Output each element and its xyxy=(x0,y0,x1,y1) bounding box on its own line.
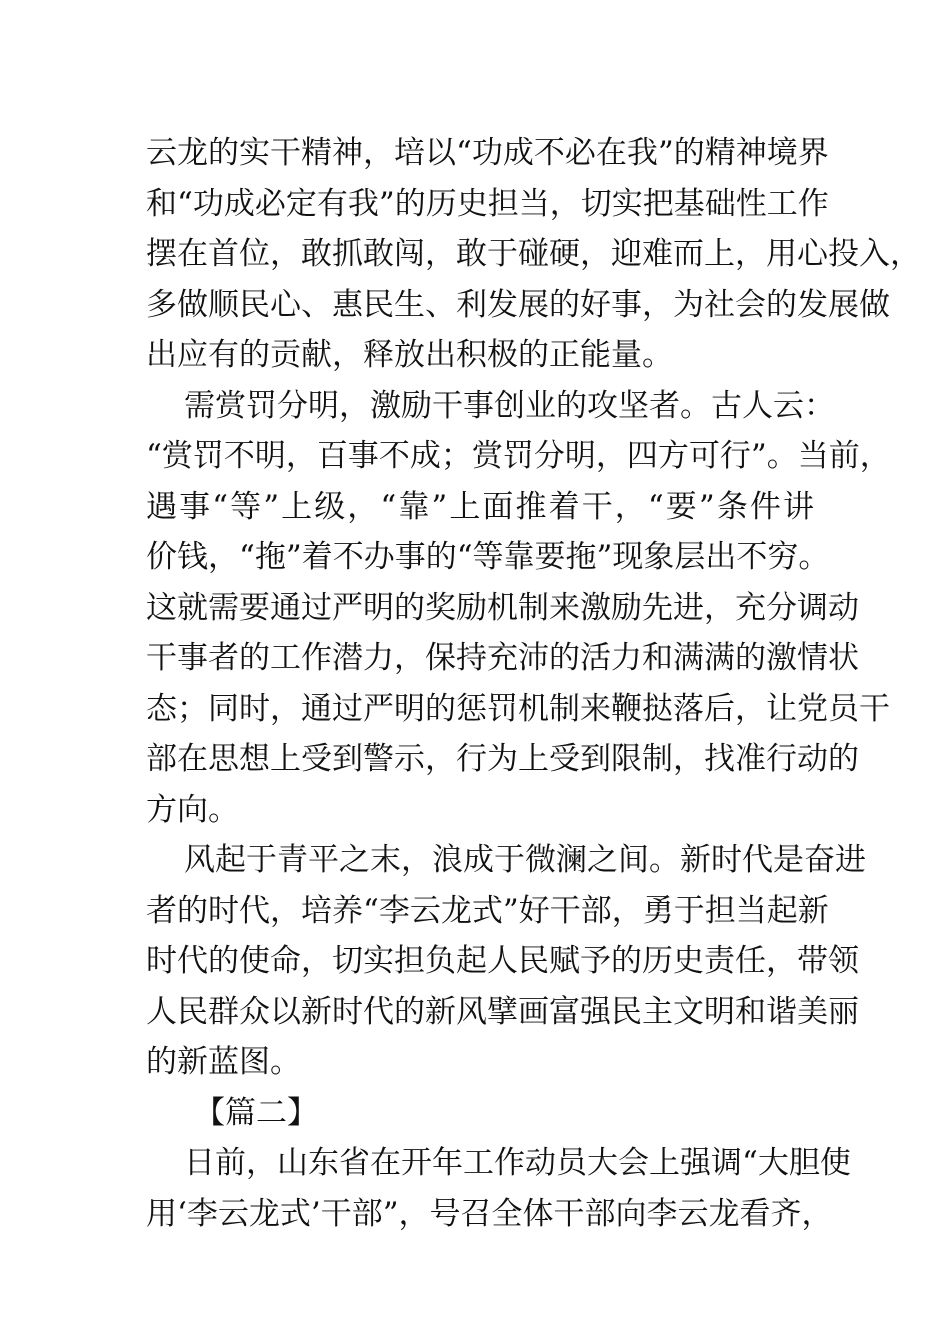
text-line: 用‘李云龙式’干部”，号召全体干部向李云龙看齐， xyxy=(146,1195,833,1232)
text-line: 遇事“等”上级，“靠”上面推着干，“要”条件讲 xyxy=(146,488,814,525)
document-body xyxy=(146,128,921,1239)
text-line: 干事者的工作潜力，保持充沛的活力和满满的激情状 xyxy=(146,640,859,676)
paragraph-1 xyxy=(146,128,921,381)
text-line: 人民群众以新时代的新风擘画富强民主文明和谐美丽 xyxy=(146,993,859,1030)
text-line: 部在思想上受到警示，行为上受到限制，找准行动的 xyxy=(146,741,859,777)
section-heading-text: 【篇二】 xyxy=(194,1094,318,1131)
text-line: 价钱，“拖”着不办事的“等靠要拖”现象层出不穷。 xyxy=(146,539,830,575)
text-line: “赏罚不明，百事不成；赏罚分明，四方可行”。当前， xyxy=(146,438,891,474)
text-line: 的新蓝图。 xyxy=(146,1044,301,1080)
text-line: 需赏罚分明，激励干事创业的攻坚者。古人云： xyxy=(184,387,835,424)
paragraph-4 xyxy=(146,1138,851,1239)
section-heading xyxy=(146,1088,814,1139)
text-line: 日前，山东省在开年工作动员大会上强调“大胆使 xyxy=(184,1145,851,1181)
text-line: 者的时代，培养“李云龙式”好干部，勇于担当起新 xyxy=(146,892,829,929)
text-line: 摆在首位，敢抓敢闯，敢于碰硬，迎难而上，用心投入， xyxy=(146,236,921,272)
text-line: 这就需要通过严明的奖励机制来激励先进，充分调动 xyxy=(146,589,859,626)
text-line: 多做顺民心、惠民生、利发展的好事，为社会的发展做 xyxy=(146,286,890,323)
paragraph-2 xyxy=(146,381,891,836)
paragraph-3 xyxy=(146,835,866,1088)
text-line: 态；同时，通过严明的惩罚机制来鞭挞落后，让党员干 xyxy=(146,690,890,727)
text-line: 方向。 xyxy=(146,791,239,828)
text-line: 云龙的实干精神，培以“功成不必在我”的精神境界 xyxy=(146,135,829,171)
text-line: 时代的使命，切实担负起人民赋予的历史责任，带领 xyxy=(146,943,859,979)
text-line: 出应有的贡献，释放出积极的正能量。 xyxy=(146,337,673,373)
text-line: 风起于青平之末，浪成于微澜之间。新时代是奋进 xyxy=(184,842,866,878)
text-line: 和“功成必定有我”的历史担当，切实把基础性工作 xyxy=(146,185,829,222)
